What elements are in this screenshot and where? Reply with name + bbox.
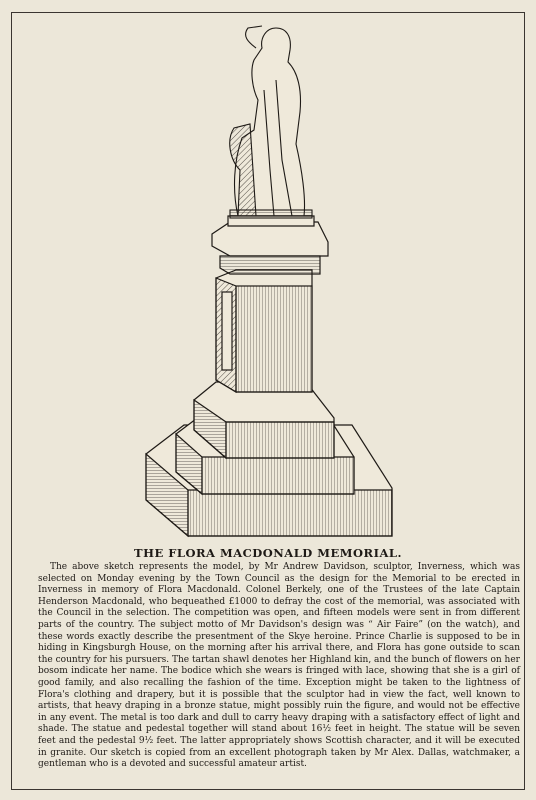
pedestal-capital [212,216,328,274]
pedestal-shaft [216,270,312,392]
memorial-engraving [130,20,410,545]
illustration-caption: THE FLORA MACDONALD MEMORIAL. [134,546,402,560]
plinth [194,382,334,458]
flora-statue [230,26,312,218]
article-text: The above sketch represents the model, by Mr Andrew Davidson, sculptor, Inverness, which was selected on Monday evening by the Town Council as the design for the Memorial to be erected in Inverness in memory of Flora Macdonald. Colonel Berkely, one of the Trustees of the late Captain Henderson Macdonald, who bequeathed £1000 to defray the cost of the memorial, was associated with the Council in the selection. The competition was open, and fifteen models were sent in from different parts of the country. The subject motto of Mr Davidson's design was “ Air Faire” (on the watch), and these words exactly describe the presentment of the Skye heroine. Prince Charlie is supposed to be in hiding in Kingsburgh House, on the morning after his arrival there, and Flora has gone outside to scan the country for his pursuers. The tartan shawl denotes her Highland kin, and the bunch of flowers on her bosom indicate her name. The bodice which she wears is fringed with lace, showing that she is a girl of good family, and also recalling the fashion of the time. Exception might be taken to the lightness of Flora's clothing and drapery, but it is possible that the sculptor had in view the fact, well known to artists, that heavy draping in a bronze statue, might possibly ruin the figure, and would not be effective in any event. The metal is too dark and dull to carry heavy draping with a satisfactory effect of light and shade. The statue and pedestal together will stand about 16½ feet in height. The statue will be seven feet and the pedestal 9½ feet. The latter appropriately shows Scottish character, and it will be executed in granite. Our sketch is copied from an excellent photograph taken by Mr Alex. Dallas, watchmaker, a gentleman who is a devoted and successful amateur artist. [38,562,520,770]
